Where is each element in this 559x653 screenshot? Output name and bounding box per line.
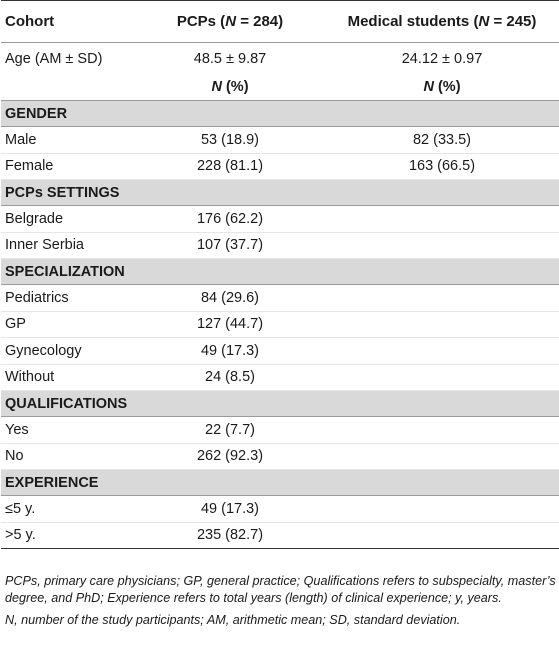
table-row: Inner Serbia 107 (37.7)	[1, 232, 559, 259]
table-row: No 262 (92.3)	[1, 443, 559, 470]
table-row: Yes 22 (7.7)	[1, 417, 559, 444]
n-percent-row	[1, 75, 559, 101]
header-cohort: Cohort	[5, 13, 55, 30]
table-footnote	[5, 573, 557, 629]
table-row: Belgrade 176 (62.2)	[1, 206, 559, 233]
table-row: Gynecology 49 (17.3)	[1, 338, 559, 365]
footnote-abbreviations: PCPs, primary care physicians; GP, general practice; Qualifications refers to subspecialty, master’s degree, and PhD; Experience refers to total years (length) of clinical experience; y, years.	[5, 574, 556, 605]
table-row: Female 228 (81.1) 163 (66.5)	[1, 153, 559, 180]
age-row	[1, 43, 559, 75]
section-header-specialization: SPECIALIZATION	[1, 259, 559, 285]
table-header-row	[1, 1, 559, 43]
table-row: ≤5 y. 49 (17.3)	[1, 496, 559, 523]
n-percent-pcps: N (%)	[211, 79, 249, 96]
table-row: Male 53 (18.9) 82 (33.5)	[1, 127, 559, 154]
header-pcps: PCPs (N = 284)	[176, 13, 284, 30]
table-row: Pediatrics 84 (29.6)	[1, 285, 559, 312]
section-header-gender: GENDER	[1, 101, 559, 127]
table-row: GP 127 (44.7)	[1, 311, 559, 338]
n-percent-students: N (%)	[423, 79, 461, 96]
footnote-definitions: N, number of the study participants; AM, arithmetic mean; SD, standard deviation.	[5, 613, 461, 627]
age-students: 24.12 ± 0.97	[401, 50, 483, 67]
demographics-table	[1, 0, 559, 549]
header-students: Medical students (N = 245)	[347, 13, 537, 30]
section-header-experience: EXPERIENCE	[1, 470, 559, 496]
section-header-qualifications: QUALIFICATIONS	[1, 391, 559, 417]
age-pcps: 48.5 ± 9.87	[193, 50, 267, 67]
section-header-settings: PCPs SETTINGS	[1, 180, 559, 206]
age-label: Age (AM ± SD)	[5, 50, 103, 67]
table-row: Without 24 (8.5)	[1, 364, 559, 391]
table-row: >5 y. 235 (82.7)	[1, 522, 559, 549]
